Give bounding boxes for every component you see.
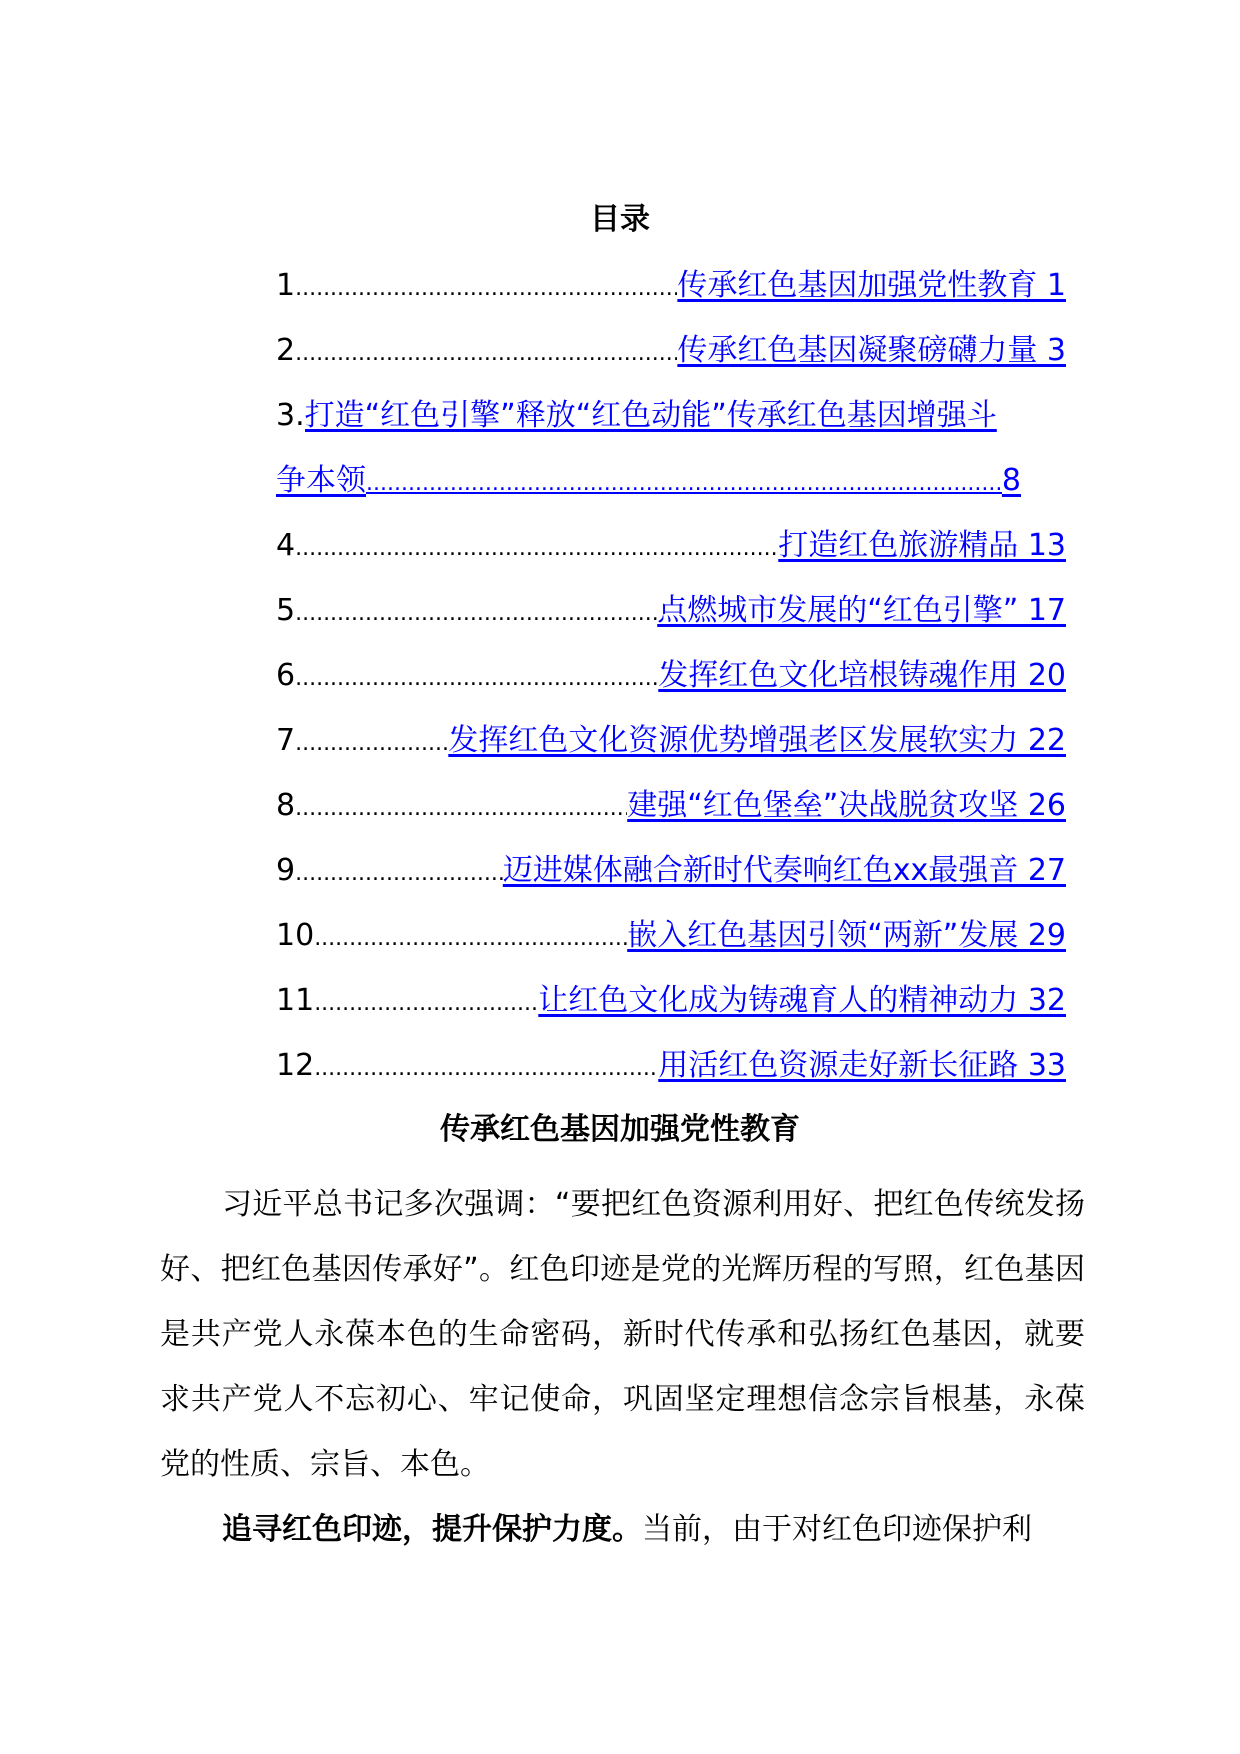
- toc-entry-8: [276, 786, 1066, 851]
- toc-entry-9: [276, 851, 1066, 916]
- toc-entry-link[interactable]: 点燃城市发展的“红色引擎” 17: [657, 593, 1066, 628]
- toc-entry-link[interactable]: 嵌入红色基因引领“两新”发展 29: [627, 918, 1066, 953]
- article-body: [160, 1172, 1085, 1562]
- toc-entry-number: 3.: [276, 398, 305, 433]
- toc-entry-link-continued[interactable]: 争本领: [276, 463, 366, 498]
- toc-leader-dots: [295, 334, 677, 374]
- toc-title: 目录: [590, 202, 650, 237]
- table-of-contents: [276, 266, 1076, 1111]
- toc-entry-4: [276, 526, 1066, 591]
- toc-entry-11: [276, 981, 1066, 1046]
- article-paragraph: [160, 1497, 1085, 1562]
- toc-entry-number: 5: [276, 593, 296, 628]
- toc-entry-link[interactable]: 发挥红色文化资源优势增强老区发展软实力 22: [448, 723, 1066, 758]
- toc-leader-dots[interactable]: [366, 464, 1002, 504]
- paragraph-text: 当前，由于对红色印迹保护利: [642, 1512, 1032, 1547]
- toc-entry-1: [276, 266, 1066, 331]
- toc-entry-link[interactable]: 传承红色基因加强党性教育 1: [677, 268, 1066, 303]
- toc-leader-dots: [295, 659, 658, 699]
- toc-entry-number: 2: [276, 333, 296, 368]
- toc-entry-link[interactable]: 打造红色旅游精品 13: [778, 528, 1066, 563]
- toc-entry-number: 6: [276, 658, 296, 693]
- toc-entry-number: 10: [276, 918, 315, 953]
- toc-leader-dots: [295, 724, 448, 764]
- article-title: 传承红色基因加强党性教育: [440, 1112, 800, 1147]
- toc-entry-link[interactable]: 打造“红色引擎”释放“红色动能”传承红色基因增强斗: [304, 398, 997, 433]
- toc-entry-link[interactable]: 建强“红色堡垒”决战脱贫攻坚 26: [627, 788, 1066, 823]
- toc-entry-number: 12: [276, 1048, 315, 1083]
- article-paragraph: 习近平总书记多次强调：“要把红色资源利用好、把红色传统发扬好、把红色基因传承好”。红色印迹是党的光辉历程的写照，红色基因是共产党人永葆本色的生命密码，新时代传承和弘扬红色基因，就要求共产党人不忘初心、牢记使命，巩固坚定理想信念宗旨根基，永葆党的性质、宗旨、本色。: [160, 1187, 1085, 1482]
- toc-entry-number: 9: [276, 853, 296, 888]
- toc-entry-number: 8: [276, 788, 296, 823]
- toc-entry-3-continued: [276, 461, 1021, 526]
- toc-leader-dots: [295, 789, 627, 829]
- toc-leader-dots: [314, 984, 538, 1024]
- toc-leader-dots: [295, 854, 503, 894]
- toc-entry-6: [276, 656, 1066, 721]
- toc-entry-link[interactable]: 发挥红色文化培根铸魂作用 20: [658, 658, 1066, 693]
- toc-leader-dots: [314, 919, 627, 959]
- toc-entry-2: [276, 331, 1066, 396]
- toc-entry-10: [276, 916, 1066, 981]
- toc-entry-3: [276, 396, 1076, 461]
- toc-entry-number: 7: [276, 723, 296, 758]
- toc-entry-link[interactable]: 让红色文化成为铸魂育人的精神动力 32: [538, 983, 1066, 1018]
- toc-entry-7: [276, 721, 1066, 786]
- toc-leader-dots: [295, 594, 657, 634]
- toc-entry-link[interactable]: 用活红色资源走好新长征路 33: [658, 1048, 1066, 1083]
- toc-entry-link[interactable]: 传承红色基因凝聚磅礴力量 3: [677, 333, 1066, 368]
- toc-entry-page[interactable]: 8: [1001, 463, 1021, 498]
- toc-entry-link[interactable]: 迈进媒体融合新时代奏响红色xx最强音 27: [502, 853, 1066, 888]
- toc-entry-12: [276, 1046, 1066, 1111]
- toc-entry-number: 4: [276, 528, 296, 563]
- toc-leader-dots: [295, 529, 778, 569]
- paragraph-lead-heading: 追寻红色印迹，提升保护力度。: [222, 1512, 642, 1547]
- toc-entry-number: 11: [276, 983, 315, 1018]
- toc-entry-number: 1: [276, 268, 296, 303]
- toc-entry-5: [276, 591, 1066, 656]
- toc-leader-dots: [295, 269, 677, 309]
- toc-leader-dots: [314, 1049, 658, 1089]
